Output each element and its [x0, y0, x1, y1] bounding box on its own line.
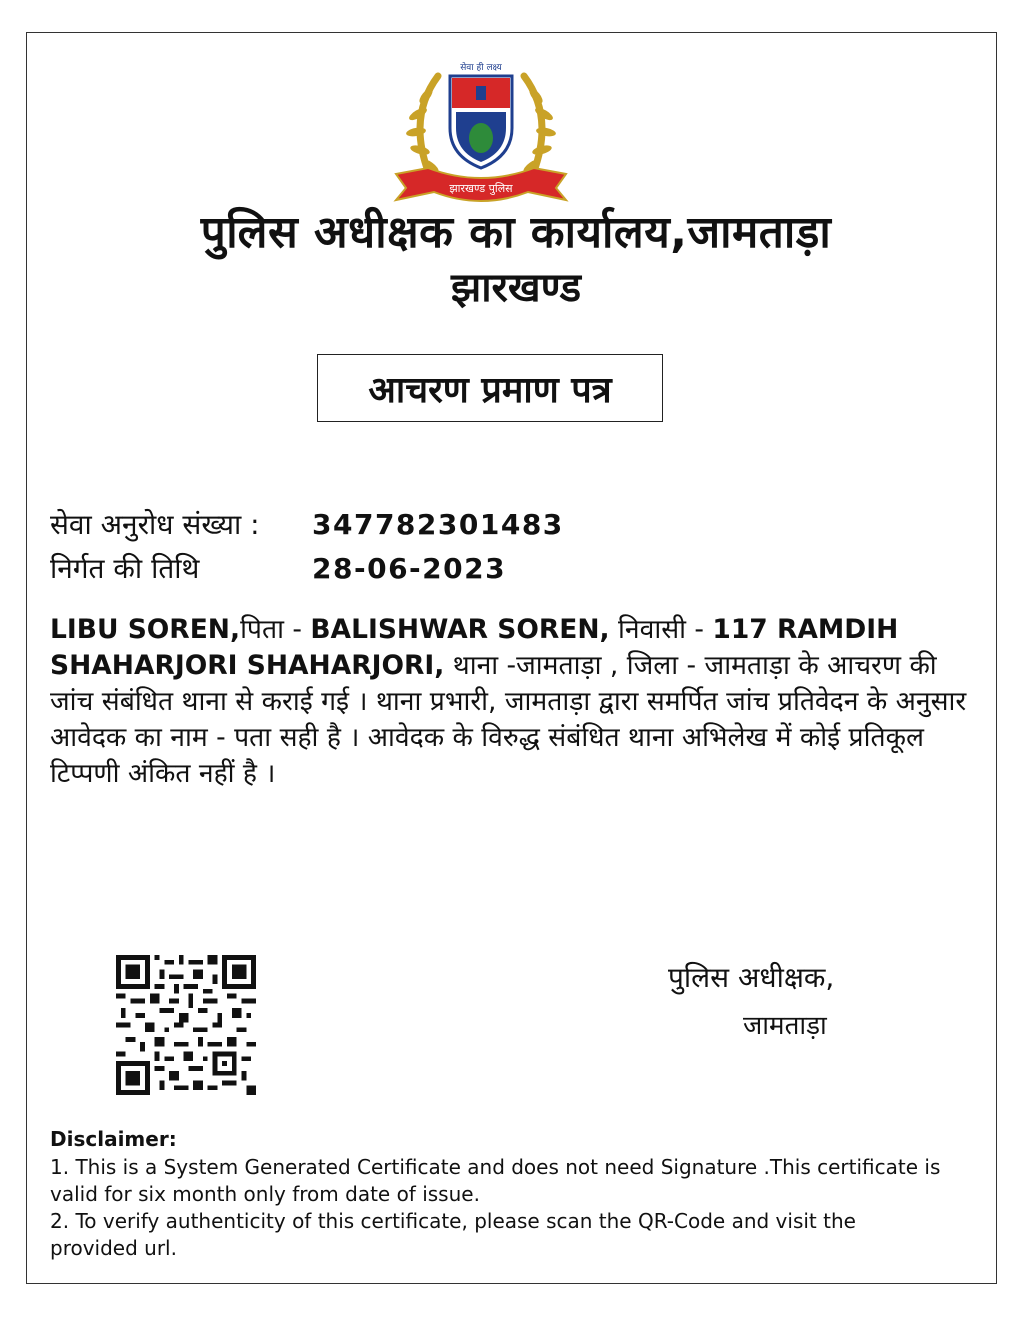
- applicant-address: 117 RAMDIH SHAHARJORI SHAHARJORI,: [50, 614, 899, 681]
- state-title: झारखण्ड: [450, 265, 582, 311]
- jharkhand-police-emblem-icon: [388, 56, 574, 216]
- issue-date-value: 28-06-2023: [312, 552, 507, 585]
- body-remainder: थाना -जामताड़ा , जिला - जामताड़ा के आचरण की जांच संबंधित थाना से कराई गई । थाना प्रभारी, जामताड़ा द्वारा समर्पित जांच प्रतिवेदन के अनुसार आवेदक का नाम - पता सही है । आवेदक के विरुद्ध संबंधित थाना अभिलेख में कोई प्रतिकूल टिप्पणी अंकित नहीं है ।: [50, 650, 967, 789]
- signatory-designation: पुलिस अधीक्षक,: [668, 961, 835, 994]
- office-title: पुलिस अधीक्षक का कार्यालय,जामताड़ा: [200, 207, 832, 258]
- qr-code-icon[interactable]: [115, 955, 257, 1095]
- emblem-ribbon-text: झारखण्ड पुलिस: [449, 182, 513, 195]
- issue-date-row: [50, 549, 506, 587]
- certificate-body: [50, 612, 975, 792]
- service-request-value: 347782301483: [312, 508, 564, 541]
- disclaimer-line-1: 1. This is a System Generated Certificate and does not need Signature .This certificate is valid for six month only from date of issue.: [50, 1155, 941, 1206]
- disclaimer-line-2: 2. To verify authenticity of this certificate, please scan the QR-Code and visit the provided url.: [50, 1209, 856, 1260]
- father-name: BALISHWAR SOREN,: [310, 614, 610, 645]
- resident-label: निवासी -: [609, 614, 713, 645]
- signatory-location: जामताड़ा: [743, 1011, 827, 1041]
- issue-date-label: निर्गत की तिथि: [50, 552, 200, 585]
- father-label: पिता -: [240, 614, 311, 645]
- service-request-label: सेवा अनुरोध संख्या :: [50, 508, 260, 541]
- emblem-motto: सेवा ही लक्ष्य: [460, 63, 502, 73]
- certificate-title-box: [317, 354, 663, 422]
- disclaimer-title: Disclaimer:: [50, 1127, 177, 1151]
- certificate-title: आचरण प्रमाण पत्र: [368, 369, 612, 411]
- disclaimer-text: [50, 1154, 950, 1262]
- service-request-row: [50, 505, 564, 543]
- applicant-name: LIBU SOREN,: [50, 614, 241, 645]
